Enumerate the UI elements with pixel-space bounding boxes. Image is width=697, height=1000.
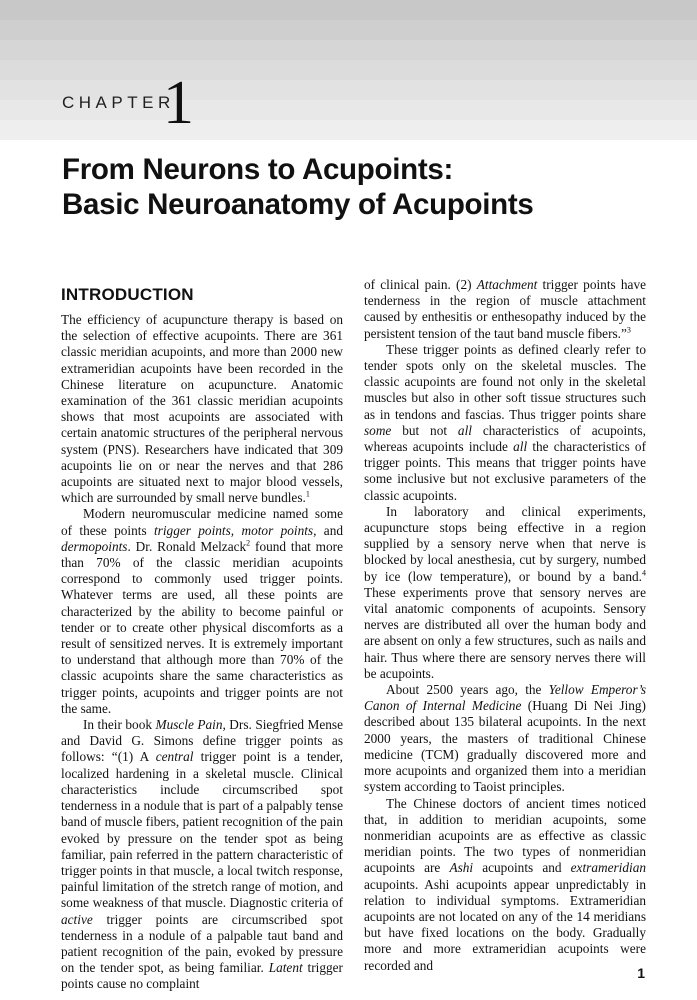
chapter-title-line-2: Basic Neuroanatomy of Acupoints <box>62 188 534 221</box>
paragraph-text: found that more than 70% of the classic meridian acupoints correspond to commonly used trigger points. Whatever terms are used, all these points are characterized by the ability to become painful or tender or to create other physical discomforts as a result of sensitized nerves. It is extremely important to understand that although more than 70% of the classic acupoints share the same characteristics as trigger points, acupoints and trigger points are not the same. <box>61 538 343 716</box>
paragraph-text: In laboratory and clinical experiments, acupuncture stops being effective in a region supplied by a sensory nerve when that nerve is blocked by local anesthesia, cut by surgery, numbed by ice (low temperature), or bound by a band. <box>364 503 646 584</box>
italic-term: Attachment <box>476 277 538 292</box>
chapter-title <box>62 152 662 222</box>
paragraph-text: trigger points have tenderness in the region of muscle attachment caused by enthesitis or enthesopathy induced by the persistent tension of the taut band muscle fibers.” <box>364 277 646 341</box>
italic-term: all <box>513 439 528 455</box>
paragraph-text: acupoints. Ashi acupoints appear unpredictably in relation to individual symptoms. Extrameridian acupoints are not located on any of the 14 meridians but have fixed locations on the body. Gradually more and more extrameridian acupoints were recorded and <box>364 876 646 973</box>
italic-term: central <box>155 749 194 765</box>
section-heading: INTRODUCTION <box>61 285 194 304</box>
paragraph <box>364 277 646 342</box>
reference-mark: 4 <box>642 568 646 578</box>
italic-term: Muscle Pain, <box>155 717 226 733</box>
paragraph-text: The Chinese doctors of ancient times noticed that, in addition to meridian acupoints, some nonmeridian acupoints are as effective as classic meridian points. The two types of nonmeridian acupoints are <box>364 795 646 876</box>
header-band <box>0 0 697 140</box>
paragraph-text: characteristics of acupoints, whereas acupoints include <box>364 422 646 455</box>
paragraph-text: trigger point is a tender, localized hardening in a skeletal muscle. Clinical characteristics include circumscribed spot tenderness in a nodule that is part of a palpably tense band of muscle fibers, patient recognition of the pain evoked by pressure on the tender spot as being familiar, pain referred in the pattern characteristic of trigger points in that muscle, a local twitch response, painful limitation of the stretch range of motion, and some weakness of that muscle. Diagnostic criteria of <box>61 749 343 911</box>
italic-term: all <box>457 422 472 438</box>
italic-term: some <box>364 422 392 438</box>
chapter-label: CHAPTER <box>62 93 175 112</box>
reference-mark: 2 <box>246 538 251 548</box>
italic-term: active <box>61 911 93 927</box>
paragraph-text: The efficiency of acupuncture therapy is based on the selection of effective acupoints. There are 361 classic meridian acupoints, and more than 2000 new extrameridian acupoints have been recorded in the Chinese literature on acupuncture. Anatomic examination of the 361 classic meridian acupoints shows that most acupoints are associated with certain anatomic structures of the peripheral nervous system (PNS). Researchers have indicated that 309 acupoints lie on or near the nerves and that 286 acupoints are situated next to major blood vessels, which are surrounded by small nerve bundles. <box>61 312 343 506</box>
paragraph <box>364 342 646 504</box>
paragraph <box>61 506 343 717</box>
reference-mark: 3 <box>626 325 631 335</box>
italic-term: extrameridian <box>570 860 646 876</box>
paragraph-text: acupoints and <box>473 860 571 876</box>
left-column <box>61 282 343 993</box>
reference-mark: 1 <box>305 489 310 499</box>
paragraph-text: These experiments prove that sensory nerves are vital anatomic components of acupoints. Sensory nerves are distributed all over the human body and are absent on only a few structures, such as nails and hair. Thus where there are sensory nerves there will be acupoints. <box>364 584 646 681</box>
paragraph-text: but not <box>391 422 458 438</box>
paragraph <box>364 796 646 974</box>
paragraph-text: In their book <box>83 717 156 733</box>
paragraph-text: trigger points cause no complaint <box>61 960 343 992</box>
page-number: 1 <box>637 965 645 981</box>
paragraph <box>61 312 343 506</box>
italic-term: Ashi <box>449 860 474 876</box>
paragraph <box>364 682 646 795</box>
italic-term: trigger points, motor points, <box>153 522 317 538</box>
italic-term: Latent <box>268 960 303 976</box>
paragraph-text: trigger points are circumscribed spot tenderness in a nodule of a palpable taut band and patient recognition of the pain, evoked by pressure on the tender spot, as being familiar. <box>61 911 343 976</box>
paragraph-text: Drs. Siegfried Mense and David G. Simons define trigger points as follows: “(1) A <box>61 717 343 765</box>
paragraph-text: These trigger points as defined clearly refer to tender spots only on the skeletal muscles. The classic acupoints are found not only in the skeletal muscles but also in other soft tissue structures such as in tendons and fascias. Thus trigger points share <box>364 341 646 422</box>
italic-term: Yellow Emperor’s Canon of Internal Medicine <box>364 682 646 714</box>
chapter-number: 1 <box>163 69 194 137</box>
paragraph <box>364 504 646 682</box>
italic-term: dermopoints <box>61 538 128 554</box>
paragraph-text: and <box>316 522 343 538</box>
right-column <box>364 277 646 974</box>
paragraph-text: (Huang Di Nei Jing) described about 135 bilateral acupoints. In the next 2000 years, the masters of traditional Chinese medicine (TCM) gradually discovered more and more acupoints and organized them into a meridian system according to Taoist principles. <box>364 698 646 795</box>
paragraph-text: the characteristics of trigger points. This means that trigger points have some inclusive but not exclusive parameters of the classic acupoints. <box>364 439 646 503</box>
paragraph-text: Modern neuromuscular medicine named some of these points <box>61 506 343 538</box>
chapter-title-line-1: From Neurons to Acupoints: <box>62 153 453 186</box>
paragraph-text: . Dr. Ronald Melzack <box>127 538 247 554</box>
paragraph-text: About 2500 years ago, the <box>386 682 549 698</box>
paragraph <box>61 717 343 992</box>
paragraph-text: of clinical pain. (2) <box>364 277 477 292</box>
